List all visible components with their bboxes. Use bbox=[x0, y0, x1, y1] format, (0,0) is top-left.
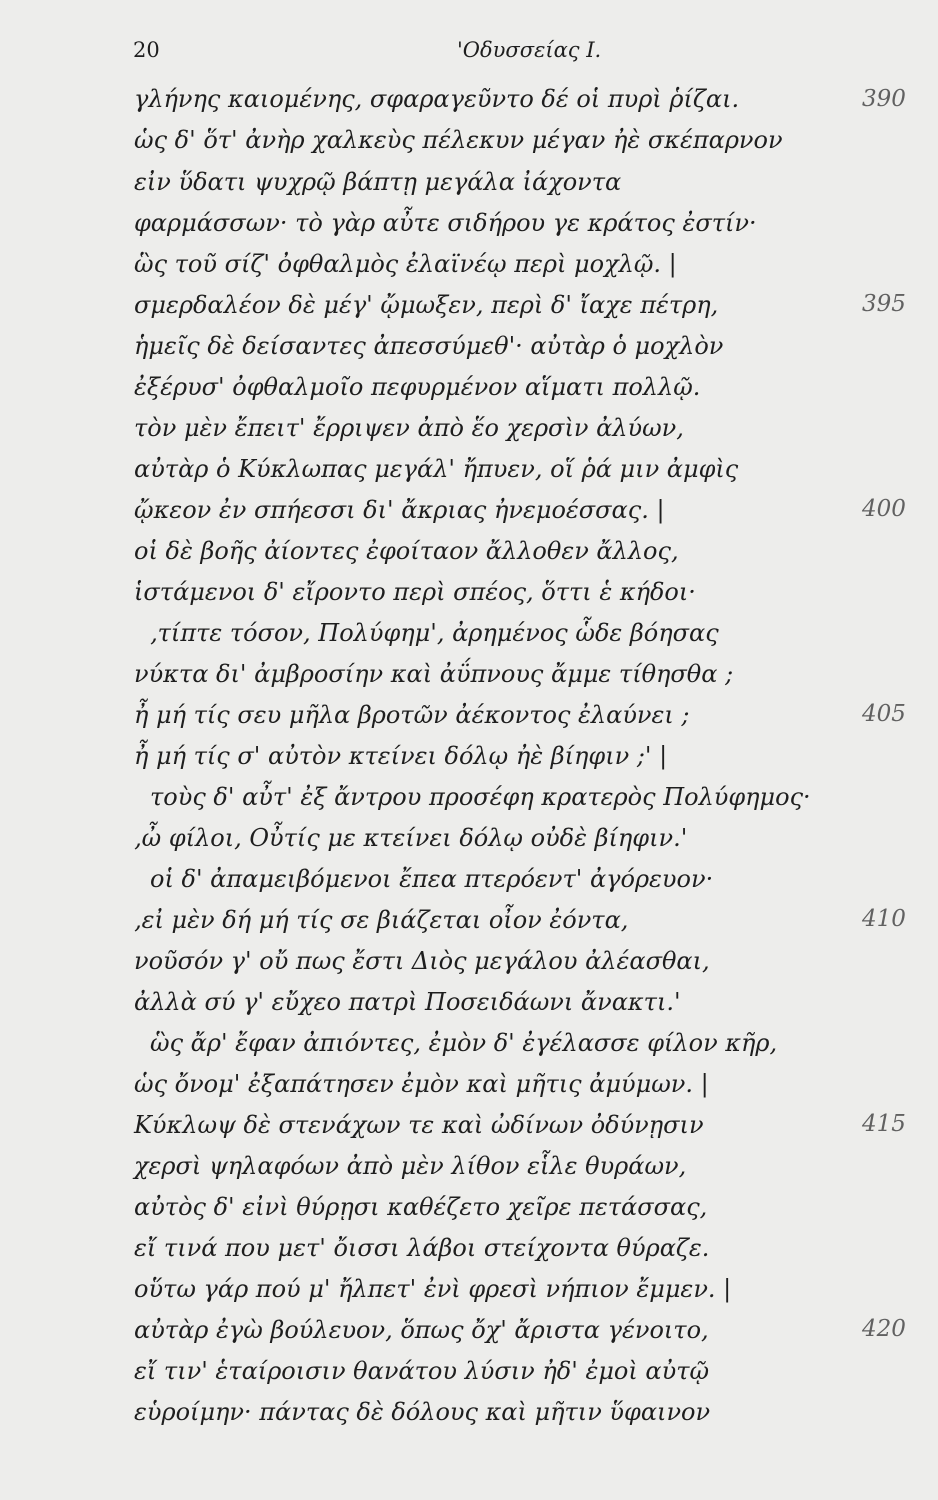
verse-line: σμερδαλέον δὲ μέγ' ᾤμωξεν, περὶ δ' ἴαχε πέτρη, bbox=[134, 291, 719, 319]
verse-line: εὑροίμην· πάντας δὲ δόλους καὶ μῆτιν ὕφαινον bbox=[134, 1398, 711, 1426]
verse-line: τὸν μὲν ἔπειτ' ἔρριψεν ἀπὸ ἕο χερσὶν ἀλύων, bbox=[134, 414, 684, 442]
verse-line: ἀλλὰ σύ γ' εὔχεο πατρὶ Ποσειδάωνι ἄνακτι.' bbox=[134, 988, 681, 1016]
verse-line: αὐτὰρ ἐγὼ βούλευον, ὅπως ὄχ' ἄριστα γένοιτο, bbox=[134, 1316, 709, 1344]
verse-line: ‚τίπτε τόσον, Πολύφημ', ἀρημένος ὧδε βόησας bbox=[150, 619, 719, 647]
verse-line: οὕτω γάρ πού μ' ἤλπετ' ἐνὶ φρεσὶ νήπιον ἔμμεν. | bbox=[134, 1275, 732, 1303]
verse-line: ἱστάμενοι δ' εἴροντο περὶ σπέος, ὅττι ἑ κήδοι· bbox=[134, 578, 696, 606]
verse-line: γλήνης καιομένης, σφαραγεῦντο δέ οἱ πυρὶ ῥίζαι. bbox=[134, 85, 740, 113]
verse-line: αὐτὸς δ' εἰνὶ θύρῃσι καθέζετο χεῖρε πετάσσας, bbox=[134, 1193, 708, 1221]
verse-number: 390 bbox=[862, 86, 906, 112]
verse-line: ‚ὦ φίλοι, Οὖτίς με κτείνει δόλῳ οὐδὲ βίηφιν.' bbox=[134, 824, 688, 852]
verse-line: νύκτα δι' ἀμβροσίην καὶ ἀΰπνους ἄμμε τίθησθα ; bbox=[134, 660, 734, 688]
verse-line: ἦ μή τίς σ' αὐτὸν κτείνει δόλῳ ἠὲ βίηφιν ;' | bbox=[134, 742, 668, 770]
verse-number: 410 bbox=[862, 906, 906, 932]
verse-line: αὐτὰρ ὁ Κύκλωπας μεγάλ' ἤπυεν, οἵ ῥά μιν ἀμφὶς bbox=[134, 455, 739, 483]
verse-line: ὣς τοῦ σίζ' ὀφθαλμὸς ἐλαϊνέῳ περὶ μοχλῷ. | bbox=[134, 250, 677, 278]
verse-line: Κύκλωψ δὲ στενάχων τε καὶ ὠδίνων ὀδύνῃσιν bbox=[134, 1111, 704, 1139]
verse-number: 405 bbox=[862, 701, 906, 727]
verse-line: ὡς ὄνομ' ἐξαπάτησεν ἐμὸν καὶ μῆτις ἀμύμων. | bbox=[134, 1070, 709, 1098]
verse-line: εἴ τινά που μετ' ὄισσι λάβοι στείχοντα θύραζε. bbox=[134, 1234, 710, 1262]
verse-line: ᾤκεον ἐν σπήεσσι δι' ἄκριας ἠνεμοέσσας. | bbox=[134, 496, 665, 524]
verse-number: 420 bbox=[862, 1316, 906, 1342]
verse-line: οἱ δ' ἀπαμειβόμενοι ἔπεα πτερόεντ' ἀγόρευον· bbox=[150, 865, 714, 893]
running-head: 'Οδυσσείας Ι. bbox=[457, 38, 602, 62]
verse-line: ‚εἰ μὲν δή μή τίς σε βιάζεται οἶον ἐόντα, bbox=[134, 906, 629, 934]
verse-line: ἐξέρυσ' ὀφθαλμοῖο πεφυρμένον αἵματι πολλῷ. bbox=[134, 373, 701, 401]
verse-line: ἦ μή τίς σευ μῆλα βροτῶν ἀέκοντος ἐλαύνει ; bbox=[134, 701, 690, 729]
page-number: 20 bbox=[133, 38, 160, 62]
verse-line: ὣς ἄρ' ἔφαν ἀπιόντες, ἐμὸν δ' ἐγέλασσε φίλον κῆρ, bbox=[150, 1029, 778, 1057]
verse-number: 400 bbox=[862, 496, 906, 522]
verse-number: 415 bbox=[862, 1111, 906, 1137]
verse-line: φαρμάσσων· τὸ γὰρ αὖτε σιδήρου γε κράτος ἐστίν· bbox=[134, 209, 757, 237]
verse-line: εἴ τιν' ἑταίροισιν θανάτου λύσιν ἠδ' ἐμοὶ αὐτῷ bbox=[134, 1357, 710, 1385]
verse-line: εἰν ὕδατι ψυχρῷ βάπτῃ μεγάλα ἰάχοντα bbox=[134, 168, 622, 196]
verse-line: τοὺς δ' αὖτ' ἐξ ἄντρου προσέφη κρατερὸς Πολύφημος· bbox=[150, 783, 811, 811]
verse-line: χερσὶ ψηλαφόων ἀπὸ μὲν λίθον εἷλε θυράων, bbox=[134, 1152, 687, 1180]
verse-line: οἱ δὲ βοῆς ἀίοντες ἐφοίταον ἄλλοθεν ἄλλος, bbox=[134, 537, 679, 565]
verse-number: 395 bbox=[862, 291, 906, 317]
verse-line: ἡμεῖς δὲ δείσαντες ἀπεσσύμεθ'· αὐτὰρ ὁ μοχλὸν bbox=[134, 332, 724, 360]
verse-line: νοῦσόν γ' οὔ πως ἔστι Διὸς μεγάλου ἀλέασθαι, bbox=[134, 947, 710, 975]
verse-line: ὡς δ' ὅτ' ἀνὴρ χαλκεὺς πέλεκυν μέγαν ἠὲ σκέπαρνον bbox=[134, 126, 783, 154]
